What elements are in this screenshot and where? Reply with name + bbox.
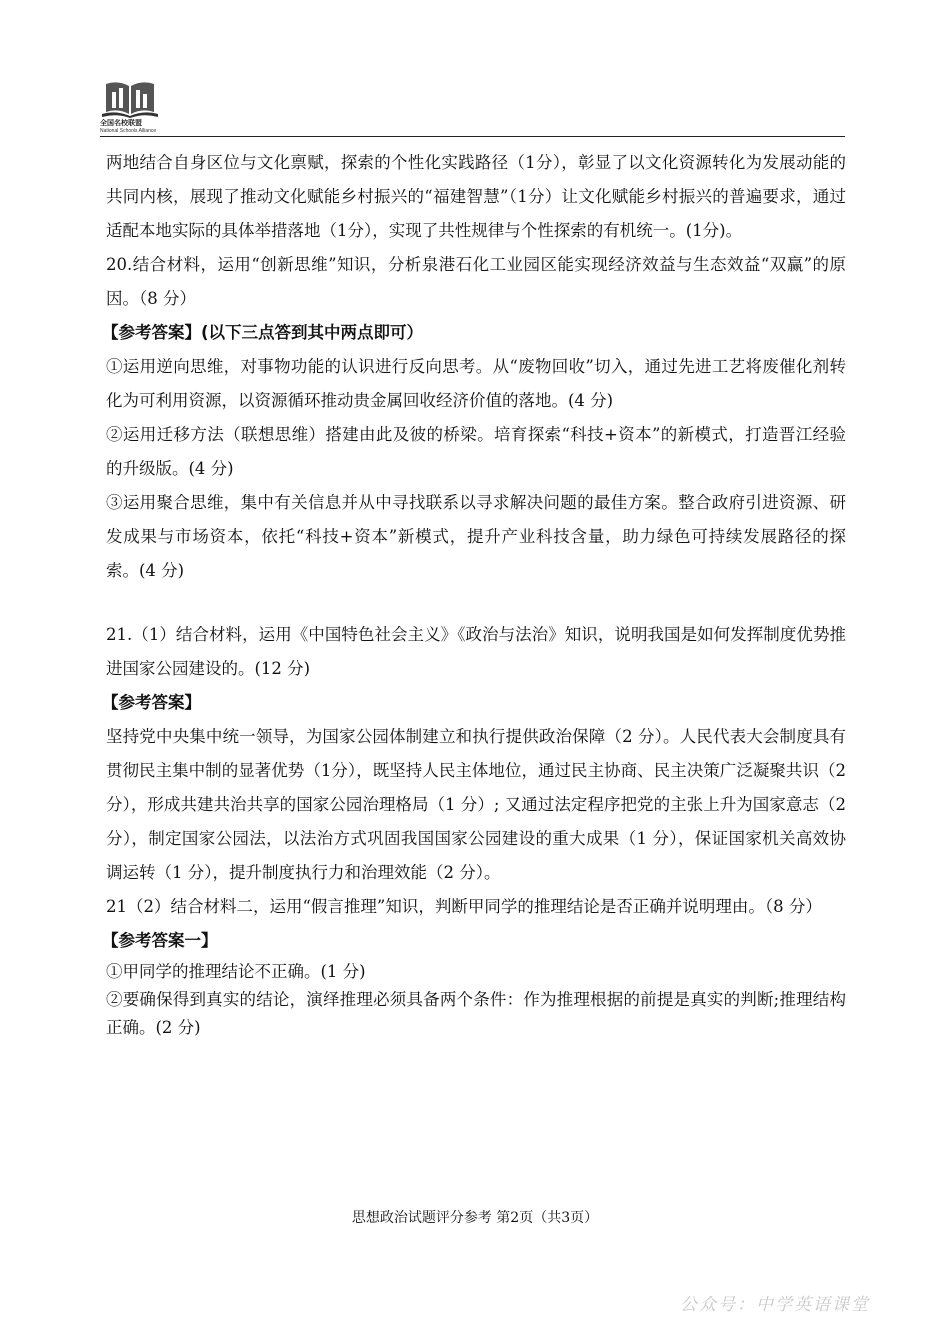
page-footer: 思想政治试题评分参考 第2页（共3页） xyxy=(351,1210,599,1226)
answer-21-2-point-2: ②要确保得到真实的结论，演绎推理必须具备两个条件：作为推理根据的前提是真实的判断;推理结构正确。(2 分) xyxy=(106,990,846,1037)
logo-english-text: National Schools Alliance xyxy=(100,128,157,134)
spacer xyxy=(106,588,846,618)
logo-chinese-text: 全国名校联盟 xyxy=(100,119,142,127)
answer-20-point-1: ①运用逆向思维，对事物功能的认识进行反向思考。从“废物回收”切入，通过先进工艺将废催化剂转化为可利用资源，以资源循环推动贵金属回收经济价值的落地。(4 分) xyxy=(106,357,846,410)
header-rule xyxy=(100,136,845,137)
answer-20-point-3: ③运用聚合思维，集中有关信息并从中寻找联系以寻求解决问题的最佳方案。整合政府引进资源、研发成果与市场资本，依托“科技+资本”新模式，提升产业科技含量，助力绿色可持续发展路径的探索。(4 分) xyxy=(106,493,846,580)
page-content xyxy=(102,146,846,1042)
question-21-2: 21（2）结合材料二，运用“假言推理”知识，判断甲同学的推理结论是否正确并说明理由。（8 分） xyxy=(106,897,822,916)
question-21-1: 21.（1）结合材料，运用《中国特色社会主义》《政治与法治》知识，说明我国是如何发挥制度优势推进国家公园建设的。(12 分) xyxy=(106,625,846,678)
answer-paragraph-continued: 两地结合自身区位与文化禀赋，探索的个性化实践路径（1分），彰显了以文化资源转化为发展动能的共同内核，展现了推动文化赋能乡村振兴的“福建智慧”（1分）让文化赋能乡村振兴的普遍要求，通过适配本地实际的具体举措落地（1分），实现了共性规律与个性探索的有机统一。(1分)。 xyxy=(106,153,846,240)
watermark: 公众号：中学英语课堂 xyxy=(680,1295,870,1315)
answer-heading-20: 【参考答案】(以下三点答到其中两点即可） xyxy=(102,323,424,342)
page-header xyxy=(100,78,845,138)
question-20: 20.结合材料，运用“创新思维”知识，分析泉港石化工业园区能实现经济效益与生态效益“双赢”的原因。（8 分） xyxy=(106,255,846,308)
answer-21-2-point-1: ①甲同学的推理结论不正确。(1 分) xyxy=(106,962,366,981)
answer-21-1: 坚持党中央集中统一领导，为国家公园体制建立和执行提供政治保障（2 分）。人民代表大会制度具有贯彻民主集中制的显著优势（1分），既坚持人民主体地位，通过民主协商、民主决策广泛凝聚共识（2 分），形成共建共治共享的国家公园治理格局（1 分）; 又通过法定程序把党的主张上升为国家意志（2 分），制定国家公园法，以法治方式巩固我国国家公园建设的重大成果（1 分），保证国家机关高效协调运转（1 分），提升制度执行力和治理效能（2 分）。 xyxy=(106,727,846,882)
open-book-logo-icon xyxy=(100,78,160,118)
answer-20-point-2: ②运用迁移方法（联想思维）搭建由此及彼的桥梁。培育探索“科技+资本”的新模式，打造晋江经验的升级版。(4 分) xyxy=(106,425,846,478)
answer-heading-21-1: 【参考答案】 xyxy=(102,693,201,712)
logo xyxy=(100,78,180,136)
answer-heading-21-2: 【参考答案一】 xyxy=(102,931,218,950)
